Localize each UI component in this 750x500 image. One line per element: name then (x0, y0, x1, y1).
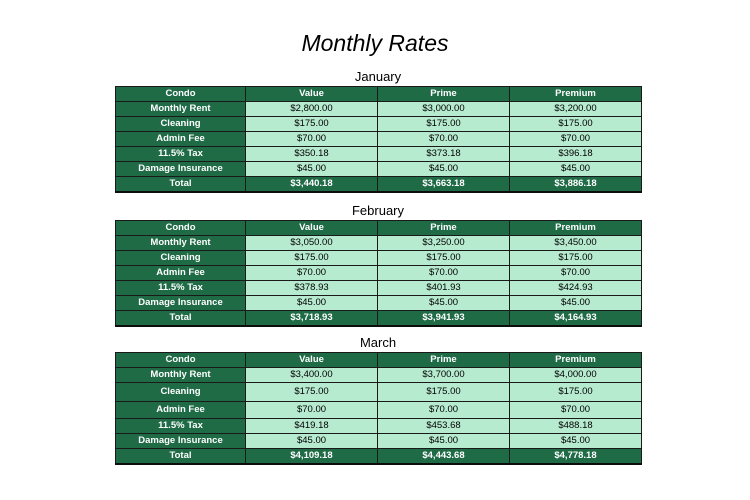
total-cell: $4,109.18 (246, 449, 378, 465)
table-cell: $45.00 (378, 434, 510, 449)
table-cell: $3,250.00 (378, 236, 510, 251)
column-header-prime: Prime (378, 87, 510, 102)
table-cell: $488.18 (510, 419, 642, 434)
table-cell: $70.00 (378, 402, 510, 419)
row-label: Admin Fee (116, 266, 246, 281)
total-cell: $3,718.93 (246, 311, 378, 327)
table-row (116, 368, 642, 383)
column-header-value: Value (246, 221, 378, 236)
table-cell: $175.00 (246, 383, 378, 402)
table-cell: $2,800.00 (246, 102, 378, 117)
table-cell: $70.00 (378, 132, 510, 147)
table-cell: $3,700.00 (378, 368, 510, 383)
table-cell: $175.00 (378, 251, 510, 266)
table-cell: $4,000.00 (510, 368, 642, 383)
table-cell: $70.00 (510, 266, 642, 281)
column-header-condo: Condo (116, 353, 246, 368)
table-cell: $45.00 (246, 162, 378, 177)
table-row (116, 383, 642, 402)
row-label: Damage Insurance (116, 296, 246, 311)
column-header-premium: Premium (510, 353, 642, 368)
row-label: Cleaning (116, 251, 246, 266)
row-label: Admin Fee (116, 402, 246, 419)
total-row (116, 177, 642, 193)
total-cell: $4,164.93 (510, 311, 642, 327)
header-row (116, 87, 642, 102)
table-cell: $70.00 (510, 132, 642, 147)
table-cell: $453.68 (378, 419, 510, 434)
total-cell: $3,886.18 (510, 177, 642, 193)
table-cell: $350.18 (246, 147, 378, 162)
table-row (116, 402, 642, 419)
table-cell: $401.93 (378, 281, 510, 296)
column-header-condo: Condo (116, 221, 246, 236)
table-cell: $175.00 (378, 117, 510, 132)
row-label: 11.5% Tax (116, 419, 246, 434)
table-cell: $70.00 (246, 402, 378, 419)
total-label: Total (116, 177, 246, 193)
table-row (116, 102, 642, 117)
table-cell: $419.18 (246, 419, 378, 434)
page-title: Monthly Rates (301, 30, 449, 56)
table-cell: $45.00 (510, 162, 642, 177)
row-label: Damage Insurance (116, 434, 246, 449)
total-row (116, 449, 642, 465)
table-cell: $45.00 (378, 296, 510, 311)
table-row (116, 117, 642, 132)
month-title: January (354, 69, 402, 84)
total-cell: $3,941.93 (378, 311, 510, 327)
table-cell: $45.00 (510, 434, 642, 449)
table-row (116, 147, 642, 162)
table-cell: $175.00 (510, 383, 642, 402)
table-cell: $424.93 (510, 281, 642, 296)
table-row (116, 296, 642, 311)
table-cell: $3,400.00 (246, 368, 378, 383)
table-row (116, 162, 642, 177)
table-cell: $378.93 (246, 281, 378, 296)
rates-table (115, 352, 642, 465)
rates-block-march (115, 335, 641, 465)
column-header-prime: Prime (378, 353, 510, 368)
table-cell: $175.00 (246, 117, 378, 132)
table-cell: $70.00 (246, 266, 378, 281)
table-cell: $3,000.00 (378, 102, 510, 117)
header-row (116, 353, 642, 368)
row-label: Cleaning (116, 383, 246, 402)
total-row (116, 311, 642, 327)
table-row (116, 132, 642, 147)
table-cell: $70.00 (378, 266, 510, 281)
column-header-value: Value (246, 87, 378, 102)
table-row (116, 281, 642, 296)
table-row (116, 434, 642, 449)
total-cell: $3,663.18 (378, 177, 510, 193)
total-label: Total (116, 449, 246, 465)
header-row (116, 221, 642, 236)
table-cell: $175.00 (510, 117, 642, 132)
table-row (116, 251, 642, 266)
table-cell: $45.00 (510, 296, 642, 311)
table-row (116, 419, 642, 434)
column-header-premium: Premium (510, 221, 642, 236)
total-label: Total (116, 311, 246, 327)
total-cell: $3,440.18 (246, 177, 378, 193)
row-label: 11.5% Tax (116, 281, 246, 296)
row-label: Monthly Rent (116, 368, 246, 383)
column-header-prime: Prime (378, 221, 510, 236)
rates-table (115, 86, 642, 193)
table-row (116, 236, 642, 251)
table-cell: $45.00 (246, 296, 378, 311)
table-cell: $45.00 (246, 434, 378, 449)
rates-table (115, 220, 642, 327)
table-row (116, 266, 642, 281)
column-header-condo: Condo (116, 87, 246, 102)
table-cell: $3,050.00 (246, 236, 378, 251)
table-cell: $373.18 (378, 147, 510, 162)
table-cell: $3,200.00 (510, 102, 642, 117)
table-cell: $175.00 (510, 251, 642, 266)
month-title: February (351, 203, 405, 218)
table-cell: $396.18 (510, 147, 642, 162)
row-label: Admin Fee (116, 132, 246, 147)
total-cell: $4,778.18 (510, 449, 642, 465)
table-cell: $175.00 (378, 383, 510, 402)
table-cell: $70.00 (246, 132, 378, 147)
column-header-premium: Premium (510, 87, 642, 102)
table-cell: $70.00 (510, 402, 642, 419)
month-title: March (359, 335, 397, 350)
rates-block-january (115, 69, 641, 193)
table-cell: $3,450.00 (510, 236, 642, 251)
table-cell: $45.00 (378, 162, 510, 177)
row-label: Cleaning (116, 117, 246, 132)
row-label: Damage Insurance (116, 162, 246, 177)
row-label: Monthly Rent (116, 236, 246, 251)
row-label: Monthly Rent (116, 102, 246, 117)
total-cell: $4,443.68 (378, 449, 510, 465)
row-label: 11.5% Tax (116, 147, 246, 162)
rates-block-february (115, 203, 641, 327)
table-cell: $175.00 (246, 251, 378, 266)
column-header-value: Value (246, 353, 378, 368)
